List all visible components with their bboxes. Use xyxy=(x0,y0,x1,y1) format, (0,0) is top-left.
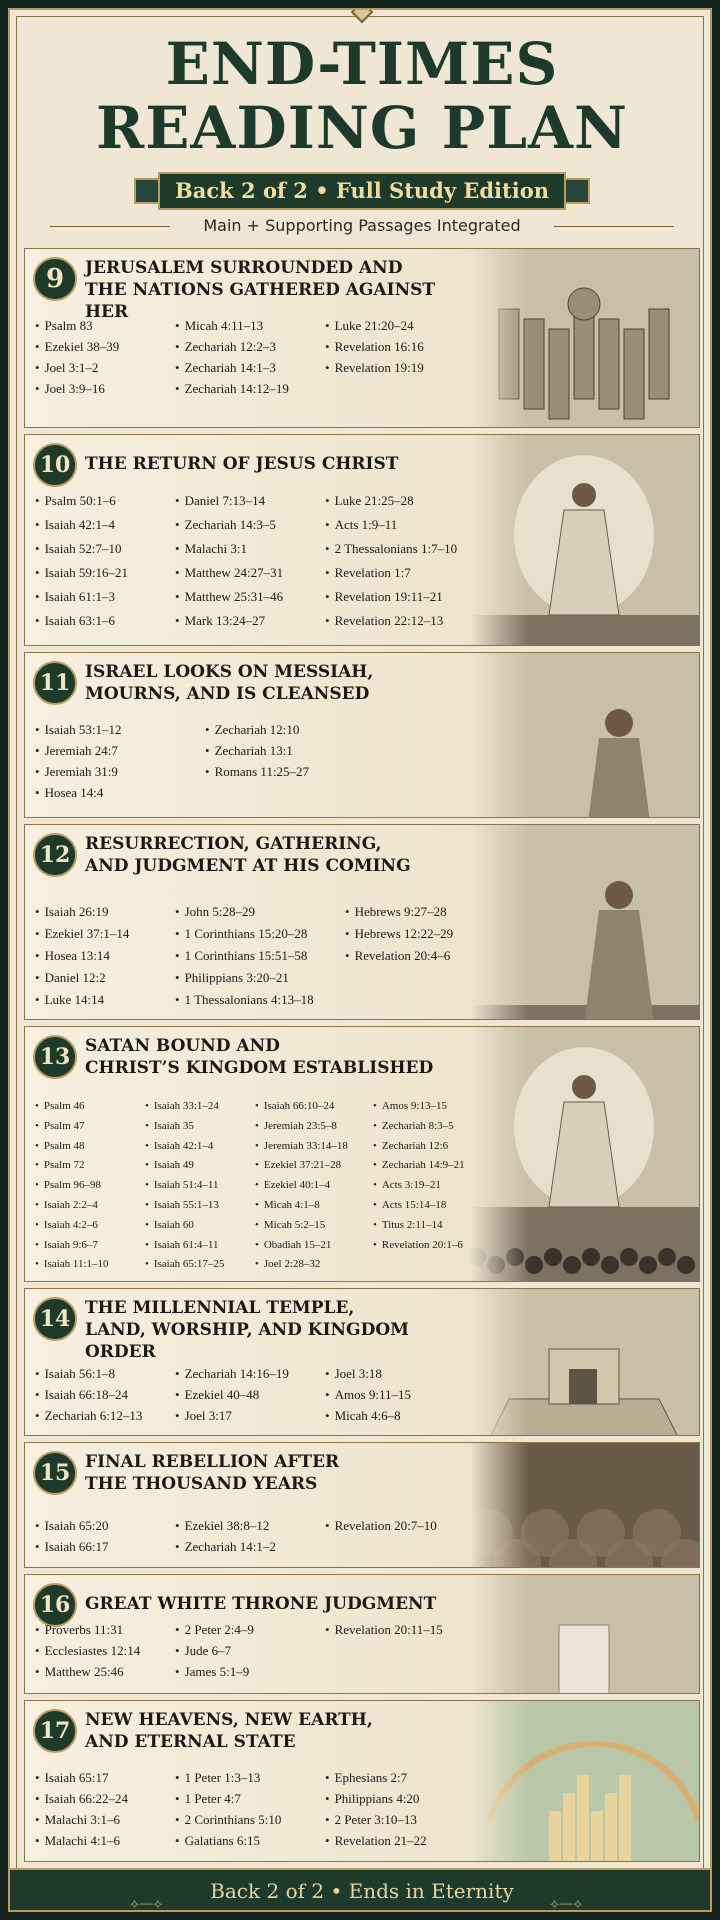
passage-reference: • Isaiah 65:17 xyxy=(35,1767,128,1788)
section-title-line: THE MILLENNIAL TEMPLE, xyxy=(85,1298,355,1318)
section-title xyxy=(85,1297,475,1363)
passage-reference: • Psalm 47 xyxy=(35,1117,109,1137)
passage-reference: • 2 Peter 2:4–9 xyxy=(175,1619,254,1640)
header xyxy=(10,10,712,242)
passage-reference: • John 5:28–29 xyxy=(175,901,314,923)
section-17 xyxy=(24,1700,700,1862)
passage-reference: • Matthew 25:31–46 xyxy=(175,585,283,609)
passage-reference: • Ezekiel 40–48 xyxy=(175,1384,289,1405)
passage-reference: • Revelation 22:12–13 xyxy=(325,609,457,633)
section-title-line: GREAT WHITE THRONE JUDGMENT xyxy=(85,1594,437,1614)
passage-column xyxy=(325,315,424,378)
passage-reference: • Isaiah 65:17–25 xyxy=(145,1255,224,1275)
section-title-line: LAND, WORSHIP, AND KINGDOM ORDER xyxy=(85,1320,409,1362)
passage-reference: • Hosea 13:14 xyxy=(35,945,129,967)
footer-ornament-left: ⟡—⟡ xyxy=(130,1896,163,1912)
fire-battle-art xyxy=(469,1443,699,1567)
section-number-badge: 17 xyxy=(33,1709,77,1753)
passage-reference: • Romans 11:25–27 xyxy=(205,761,309,782)
passage-reference: • Isaiah 4:2–6 xyxy=(35,1216,109,1236)
passage-column xyxy=(325,489,457,633)
passage-reference: • Jeremiah 31:9 xyxy=(35,761,121,782)
section-title-line: THE THOUSAND YEARS xyxy=(85,1474,318,1494)
passage-reference: • Isaiah 63:1–6 xyxy=(35,609,128,633)
walled-city-army-art xyxy=(469,249,699,427)
passage-reference: • Micah 4:1–8 xyxy=(255,1196,348,1216)
section-title xyxy=(85,661,475,705)
passage-reference: • Revelation 21–22 xyxy=(325,1830,427,1851)
section-title-line: FINAL REBELLION AFTER xyxy=(85,1452,340,1472)
passage-reference: • 2 Thessalonians 1:7–10 xyxy=(325,537,457,561)
passage-reference: • Isaiah 49 xyxy=(145,1156,224,1176)
passage-reference: • Revelation 16:16 xyxy=(325,336,424,357)
passage-reference: • Joel 3:18 xyxy=(325,1363,411,1384)
passage-reference: • Malachi 4:1–6 xyxy=(35,1830,128,1851)
section-15 xyxy=(24,1442,700,1568)
passage-reference: • Malachi 3:1 xyxy=(175,537,283,561)
art-fade xyxy=(469,249,529,427)
white-throne-art xyxy=(469,1575,699,1693)
passage-reference: • Zechariah 14:3–5 xyxy=(175,513,283,537)
art-fade xyxy=(469,653,529,817)
passage-reference: • Isaiah 42:1–4 xyxy=(145,1137,224,1157)
section-title-line: THE NATIONS GATHERED AGAINST HER xyxy=(85,280,436,322)
passage-reference: • 2 Corinthians 5:10 xyxy=(175,1809,281,1830)
title-line-2: READING PLAN xyxy=(96,94,628,162)
passage-reference: • Hosea 14:4 xyxy=(35,782,121,803)
section-11 xyxy=(24,652,700,818)
passage-reference: • Zechariah 13:1 xyxy=(205,740,309,761)
art-fade xyxy=(469,825,529,1019)
passage-reference: • Mark 13:24–27 xyxy=(175,609,283,633)
passage-reference: • Zechariah 6:12–13 xyxy=(35,1405,142,1426)
passage-reference: • Acts 15:14–18 xyxy=(373,1196,465,1216)
passage-reference: • 1 Thessalonians 4:13–18 xyxy=(175,989,314,1011)
passage-reference: • Proverbs 11:31 xyxy=(35,1619,140,1640)
section-title-line: THE RETURN OF JESUS CHRIST xyxy=(85,454,399,474)
passage-reference: • Isaiah 61:4–11 xyxy=(145,1236,224,1256)
section-number-badge: 11 xyxy=(33,661,77,705)
poster-frame xyxy=(8,8,712,1912)
section-title-line: SATAN BOUND AND xyxy=(85,1036,280,1056)
passage-column xyxy=(175,1515,276,1557)
section-number-badge: 9 xyxy=(33,257,77,301)
passage-column xyxy=(175,1363,289,1426)
passage-reference: • Psalm 48 xyxy=(35,1137,109,1157)
passage-column xyxy=(175,315,289,399)
passage-reference: • Acts 1:9–11 xyxy=(325,513,457,537)
passage-reference: • Psalm 96–98 xyxy=(35,1176,109,1196)
passage-reference: • Zechariah 12:2–3 xyxy=(175,336,289,357)
passage-reference: • Philippians 4:20 xyxy=(325,1788,427,1809)
passage-reference: • Revelation 1:7 xyxy=(325,561,457,585)
passage-reference: • 1 Peter 1:3–13 xyxy=(175,1767,281,1788)
section-title-line: AND JUDGMENT AT HIS COMING xyxy=(85,856,411,876)
passage-reference: • Isaiah 66:10–24 xyxy=(255,1097,348,1117)
passage-reference: • Zechariah 14:1–3 xyxy=(175,357,289,378)
passage-reference: • Psalm 83 xyxy=(35,315,119,336)
passage-reference: • Revelation 20:7–10 xyxy=(325,1515,437,1536)
passage-reference: • Micah 4:6–8 xyxy=(325,1405,411,1426)
art-fade xyxy=(469,1575,529,1693)
passage-reference: • Ecclesiastes 12:14 xyxy=(35,1640,140,1661)
section-12 xyxy=(24,824,700,1020)
art-fade xyxy=(469,1701,529,1861)
passage-column xyxy=(175,901,314,1011)
passage-column xyxy=(205,719,309,782)
passage-column xyxy=(35,315,119,399)
section-10 xyxy=(24,434,700,646)
passage-reference: • Zechariah 8:3–5 xyxy=(373,1117,465,1137)
christ-returning-art xyxy=(469,435,699,645)
passage-reference: • Zechariah 14:12–19 xyxy=(175,378,289,399)
art-fade xyxy=(469,1289,529,1435)
passage-reference: • Revelation 20:4–6 xyxy=(345,945,453,967)
section-title xyxy=(85,1709,475,1753)
footer-banner xyxy=(10,1868,712,1912)
passage-reference: • Isaiah 51:4–11 xyxy=(145,1176,224,1196)
passage-reference: • Isaiah 55:1–13 xyxy=(145,1196,224,1216)
passage-reference: • Titus 2:11–14 xyxy=(373,1216,465,1236)
passage-reference: • Joel 3:17 xyxy=(175,1405,289,1426)
section-title-line: ISRAEL LOOKS ON MESSIAH, xyxy=(85,662,374,682)
passage-reference: • Revelation 19:19 xyxy=(325,357,424,378)
passage-reference: • Daniel 12:2 xyxy=(35,967,129,989)
section-number-badge: 14 xyxy=(33,1297,77,1341)
passage-reference: • Isaiah 61:1–3 xyxy=(35,585,128,609)
passage-column xyxy=(35,719,121,803)
section-14 xyxy=(24,1288,700,1436)
passage-reference: • Isaiah 35 xyxy=(145,1117,224,1137)
section-16 xyxy=(24,1574,700,1694)
section-title xyxy=(85,833,475,877)
enthroned-king-art xyxy=(469,1027,699,1281)
passage-reference: • Isaiah 59:16–21 xyxy=(35,561,128,585)
passage-reference: • Joel 3:1–2 xyxy=(35,357,119,378)
mourning-crowd-art xyxy=(469,653,699,817)
passage-reference: • Isaiah 56:1–8 xyxy=(35,1363,142,1384)
passage-reference: • Psalm 72 xyxy=(35,1156,109,1176)
passage-column xyxy=(145,1097,224,1275)
section-9 xyxy=(24,248,700,428)
passage-reference: • Zechariah 14:9–21 xyxy=(373,1156,465,1176)
passage-reference: • Philippians 3:20–21 xyxy=(175,967,314,989)
passage-reference: • Acts 3:19–21 xyxy=(373,1176,465,1196)
passage-column xyxy=(35,1097,109,1275)
passage-reference: • Matthew 25:46 xyxy=(35,1661,140,1682)
passage-reference: • Ezekiel 37:1–14 xyxy=(35,923,129,945)
passage-reference: • Isaiah 9:6–7 xyxy=(35,1236,109,1256)
passage-column xyxy=(325,1767,427,1851)
passage-column xyxy=(345,901,453,967)
passage-reference: • Zechariah 14:16–19 xyxy=(175,1363,289,1384)
passage-column xyxy=(35,1619,140,1682)
section-title xyxy=(85,1451,475,1495)
art-fade xyxy=(469,1443,529,1567)
passage-reference: • Malachi 3:1–6 xyxy=(35,1809,128,1830)
passage-reference: • Ezekiel 38–39 xyxy=(35,336,119,357)
section-title xyxy=(85,453,475,475)
footer-text: Back 2 of 2 • Ends in Eternity xyxy=(210,1879,514,1903)
passage-column xyxy=(175,1767,281,1851)
passage-reference: • Psalm 46 xyxy=(35,1097,109,1117)
art-fade xyxy=(469,1027,529,1281)
section-title-line: RESURRECTION, GATHERING, xyxy=(85,834,382,854)
passage-reference: • Obadiah 15–21 xyxy=(255,1236,348,1256)
passage-reference: • Isaiah 66:18–24 xyxy=(35,1384,142,1405)
trumpet-resurrection-art xyxy=(469,825,699,1019)
section-title-line: MOURNS, AND IS CLEANSED xyxy=(85,684,370,704)
passage-reference: • Hebrews 9:27–28 xyxy=(345,901,453,923)
section-number-badge: 13 xyxy=(33,1035,77,1079)
passage-reference: • Revelation 19:11–21 xyxy=(325,585,457,609)
passage-reference: • Jeremiah 24:7 xyxy=(35,740,121,761)
temple-complex-art xyxy=(469,1289,699,1435)
passage-reference: • 1 Corinthians 15:51–58 xyxy=(175,945,314,967)
section-title-line: JERUSALEM SURROUNDED AND xyxy=(85,258,403,278)
passage-reference: • Galatians 6:15 xyxy=(175,1830,281,1851)
passage-reference: • Revelation 20:1–6 xyxy=(373,1236,465,1256)
passage-reference: • Amos 9:11–15 xyxy=(325,1384,411,1405)
passage-reference: • Joel 2:28–32 xyxy=(255,1255,348,1275)
section-title xyxy=(85,257,475,323)
passage-reference: • Isaiah 66:17 xyxy=(35,1536,108,1557)
passage-reference: • Revelation 20:11–15 xyxy=(325,1619,443,1640)
passage-reference: • Daniel 7:13–14 xyxy=(175,489,283,513)
art-fade xyxy=(469,435,529,645)
new-jerusalem-art xyxy=(469,1701,699,1861)
passage-reference: • Ezekiel 40:1–4 xyxy=(255,1176,348,1196)
section-title xyxy=(85,1593,475,1615)
passage-column xyxy=(175,1619,254,1682)
passage-reference: • Isaiah 53:1–12 xyxy=(35,719,121,740)
passage-reference: • James 5:1–9 xyxy=(175,1661,254,1682)
passage-column xyxy=(255,1097,348,1275)
passage-column xyxy=(175,489,283,633)
passage-column xyxy=(325,1619,443,1640)
passage-reference: • Ezekiel 38:8–12 xyxy=(175,1515,276,1536)
passage-reference: • Isaiah 2:2–4 xyxy=(35,1196,109,1216)
passage-reference: • Matthew 24:27–31 xyxy=(175,561,283,585)
edition-banner: Back 2 of 2 • Full Study Edition xyxy=(158,172,566,210)
passage-reference: • Isaiah 26:19 xyxy=(35,901,129,923)
passage-reference: • Micah 5:2–15 xyxy=(255,1216,348,1236)
passage-reference: • Zechariah 12:10 xyxy=(205,719,309,740)
passage-reference: • Micah 4:11–13 xyxy=(175,315,289,336)
passage-reference: • Isaiah 65:20 xyxy=(35,1515,108,1536)
passage-column xyxy=(325,1515,437,1536)
passage-column xyxy=(35,1363,142,1426)
passage-reference: • 1 Peter 4:7 xyxy=(175,1788,281,1809)
passage-reference: • Joel 3:9–16 xyxy=(35,378,119,399)
passage-reference: • 1 Corinthians 15:20–28 xyxy=(175,923,314,945)
passage-column xyxy=(35,1515,108,1557)
passage-reference: • 2 Peter 3:10–13 xyxy=(325,1809,427,1830)
passage-column xyxy=(35,1767,128,1851)
section-title xyxy=(85,1035,475,1079)
passage-reference: • Zechariah 12:6 xyxy=(373,1137,465,1157)
section-number-badge: 15 xyxy=(33,1451,77,1495)
passage-column xyxy=(373,1097,465,1255)
passage-reference: • Isaiah 42:1–4 xyxy=(35,513,128,537)
passage-reference: • Luke 14:14 xyxy=(35,989,129,1011)
section-13 xyxy=(24,1026,700,1282)
passage-reference: • Hebrews 12:22–29 xyxy=(345,923,453,945)
section-title-line: CHRIST’S KINGDOM ESTABLISHED xyxy=(85,1058,434,1078)
section-title-line: NEW HEAVENS, NEW EARTH, xyxy=(85,1710,373,1730)
passage-reference: • Luke 21:20–24 xyxy=(325,315,424,336)
section-number-badge: 16 xyxy=(33,1583,77,1627)
passage-column xyxy=(35,489,128,633)
passage-reference: • Psalm 50:1–6 xyxy=(35,489,128,513)
subtitle: Main + Supporting Passages Integrated xyxy=(203,216,521,235)
section-title-line: AND ETERNAL STATE xyxy=(85,1732,296,1752)
passage-column xyxy=(35,901,129,1011)
footer-ornament-right: ⟡—⟡ xyxy=(550,1896,583,1912)
passage-reference: • Luke 21:25–28 xyxy=(325,489,457,513)
section-number-badge: 12 xyxy=(33,833,77,877)
passage-reference: • Jeremiah 23:5–8 xyxy=(255,1117,348,1137)
passage-reference: • Amos 9:13–15 xyxy=(373,1097,465,1117)
passage-reference: • Isaiah 11:1–10 xyxy=(35,1255,109,1275)
passage-reference: • Zechariah 14:1–2 xyxy=(175,1536,276,1557)
passage-reference: • Isaiah 60 xyxy=(145,1216,224,1236)
passage-reference: • Isaiah 66:22–24 xyxy=(35,1788,128,1809)
title-line-1: END-TIMES xyxy=(165,30,559,98)
passage-reference: • Isaiah 52:7–10 xyxy=(35,537,128,561)
passage-reference: • Jeremiah 33:14–18 xyxy=(255,1137,348,1157)
passage-reference: • Ephesians 2:7 xyxy=(325,1767,427,1788)
passage-reference: • Isaiah 33:1–24 xyxy=(145,1097,224,1117)
passage-column xyxy=(325,1363,411,1426)
section-number-badge: 10 xyxy=(33,443,77,487)
passage-reference: • Jude 6–7 xyxy=(175,1640,254,1661)
passage-reference: • Ezekiel 37:21–28 xyxy=(255,1156,348,1176)
